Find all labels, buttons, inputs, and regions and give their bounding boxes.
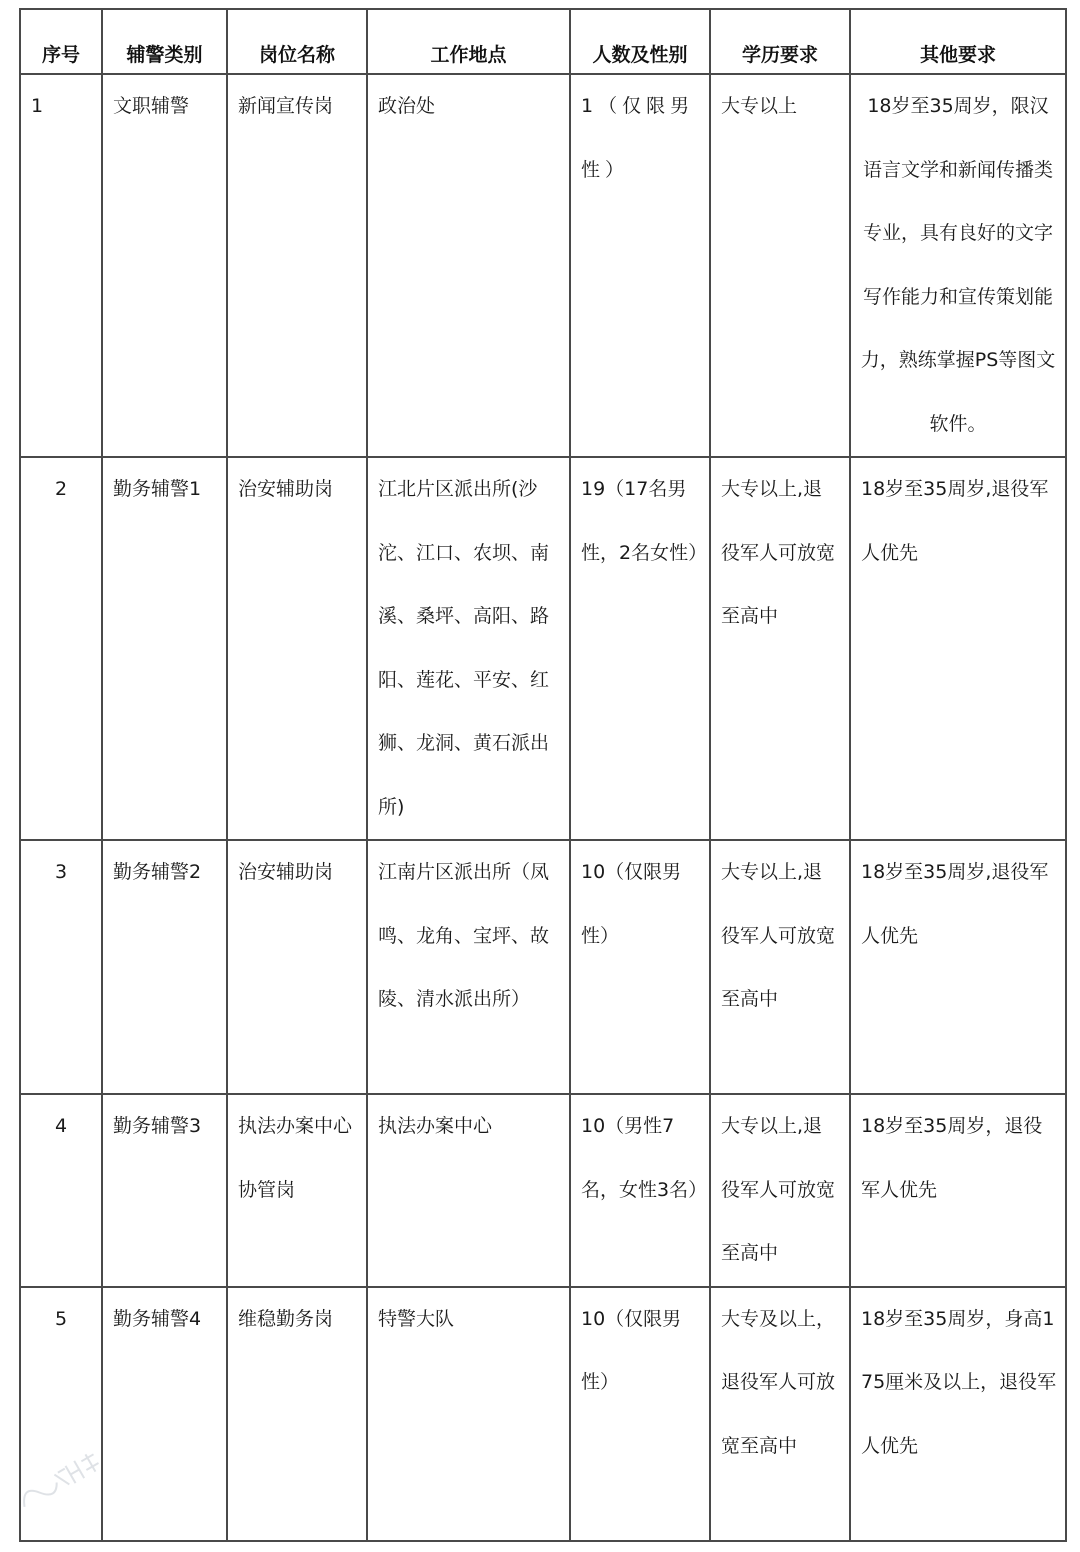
header-other: 其他要求 [850, 9, 1066, 74]
cell-no [20, 840, 102, 1094]
cell-text: 执法办案中心 [378, 1115, 493, 1137]
cell-text: 10（仅限男性） [581, 861, 682, 947]
cell-text: 4 [54, 1115, 68, 1137]
header-location: 工作地点 [367, 9, 570, 74]
cell-text: 执法办案中心协管岗 [238, 1115, 353, 1201]
cell-text: 18岁至35周岁，退役军人优先 [861, 1115, 1043, 1201]
cell-text: 维稳勤务岗 [238, 1307, 334, 1330]
cell-count-gender [570, 457, 710, 840]
cell-category [102, 74, 227, 457]
cell-text: 大专以上,退役军人可放宽至高中 [721, 1115, 836, 1264]
cell-text: 政治处 [378, 95, 436, 117]
table-row [20, 1094, 1066, 1287]
cell-text: 10（男性7名，女性3名） [581, 1115, 708, 1201]
header-education: 学历要求 [710, 9, 850, 74]
cell-text: 大专以上,退役军人可放宽至高中 [721, 861, 836, 1010]
cell-text: 1（仅限男性） [581, 95, 695, 181]
cell-text: 江北片区派出所(沙沱、江口、农坝、南溪、桑坪、高阳、路阳、莲花、平安、红狮、龙洞、黄石派出所) [378, 478, 550, 818]
cell-text: 江南片区派出所（凤鸣、龙角、宝坪、故陵、清水派出所） [378, 861, 550, 1010]
cell-text: 3 [54, 861, 68, 883]
cell-position [227, 74, 367, 457]
cell-location [367, 840, 570, 1094]
cell-location [367, 1287, 570, 1541]
cell-education [710, 1094, 850, 1287]
cell-text: 新闻宣传岗 [238, 95, 334, 117]
cell-education [710, 457, 850, 840]
cell-text: 文职辅警 [113, 95, 190, 117]
cell-text: 18岁至35周岁,退役军人优先 [861, 861, 1049, 947]
cell-position [227, 1287, 367, 1541]
cell-other [850, 1287, 1066, 1541]
cell-count-gender [570, 1094, 710, 1287]
cell-no [20, 74, 102, 457]
cell-no [20, 457, 102, 840]
table-row [20, 840, 1066, 1094]
cell-category [102, 457, 227, 840]
cell-text: 2 [54, 478, 68, 500]
table-row [20, 457, 1066, 840]
cell-category [102, 840, 227, 1094]
cell-text: 特警大队 [378, 1307, 455, 1330]
header-no: 序号 [20, 9, 102, 74]
cell-text: 10（仅限男性） [581, 1307, 682, 1393]
recruitment-table [19, 8, 1067, 1542]
cell-category [102, 1094, 227, 1287]
cell-education [710, 840, 850, 1094]
cell-text: 18岁至35周岁,退役军人优先 [861, 478, 1049, 564]
cell-position [227, 840, 367, 1094]
table-row [20, 1287, 1066, 1541]
cell-no [20, 1094, 102, 1287]
cell-text: 18岁至35周岁，身高175厘米及以上，退役军人优先 [861, 1307, 1057, 1457]
cell-location [367, 457, 570, 840]
cell-text: 19（17名男性，2名女性） [581, 478, 708, 564]
cell-text: 勤务辅警1 [113, 478, 202, 500]
cell-location [367, 1094, 570, 1287]
cell-no [20, 1287, 102, 1541]
cell-position [227, 1094, 367, 1287]
cell-count-gender [570, 840, 710, 1094]
cell-text: 勤务辅警4 [113, 1307, 202, 1330]
cell-text: 勤务辅警2 [113, 861, 202, 883]
cell-category [102, 1287, 227, 1541]
cell-count-gender [570, 74, 710, 457]
cell-text: 大专及以上，退役军人可放宽至高中 [721, 1307, 836, 1457]
cell-text: 18岁至35周岁，限汉语言文学和新闻传播类专业，具有良好的文字写作能力和宣传策划能力，熟练掌握PS等图文软件。 [860, 95, 1056, 435]
header-category: 辅警类别 [102, 9, 227, 74]
cell-other [850, 74, 1066, 457]
cell-text: 5 [54, 1307, 68, 1330]
cell-position [227, 457, 367, 840]
cell-text: 治安辅助岗 [238, 861, 334, 883]
cell-other [850, 1094, 1066, 1287]
cell-text: 1 [31, 95, 44, 117]
cell-other [850, 840, 1066, 1094]
cell-other [850, 457, 1066, 840]
cell-education [710, 1287, 850, 1541]
cell-text: 大专以上 [721, 95, 798, 117]
cell-text: 治安辅助岗 [238, 478, 334, 500]
cell-text: 大专以上,退役军人可放宽至高中 [721, 478, 836, 627]
cell-education [710, 74, 850, 457]
cell-text: 勤务辅警3 [113, 1115, 202, 1137]
header-count-gender: 人数及性别 [570, 9, 710, 74]
table-header-row [20, 9, 1066, 74]
header-position: 岗位名称 [227, 9, 367, 74]
cell-count-gender [570, 1287, 710, 1541]
table-row [20, 74, 1066, 457]
cell-location [367, 74, 570, 457]
